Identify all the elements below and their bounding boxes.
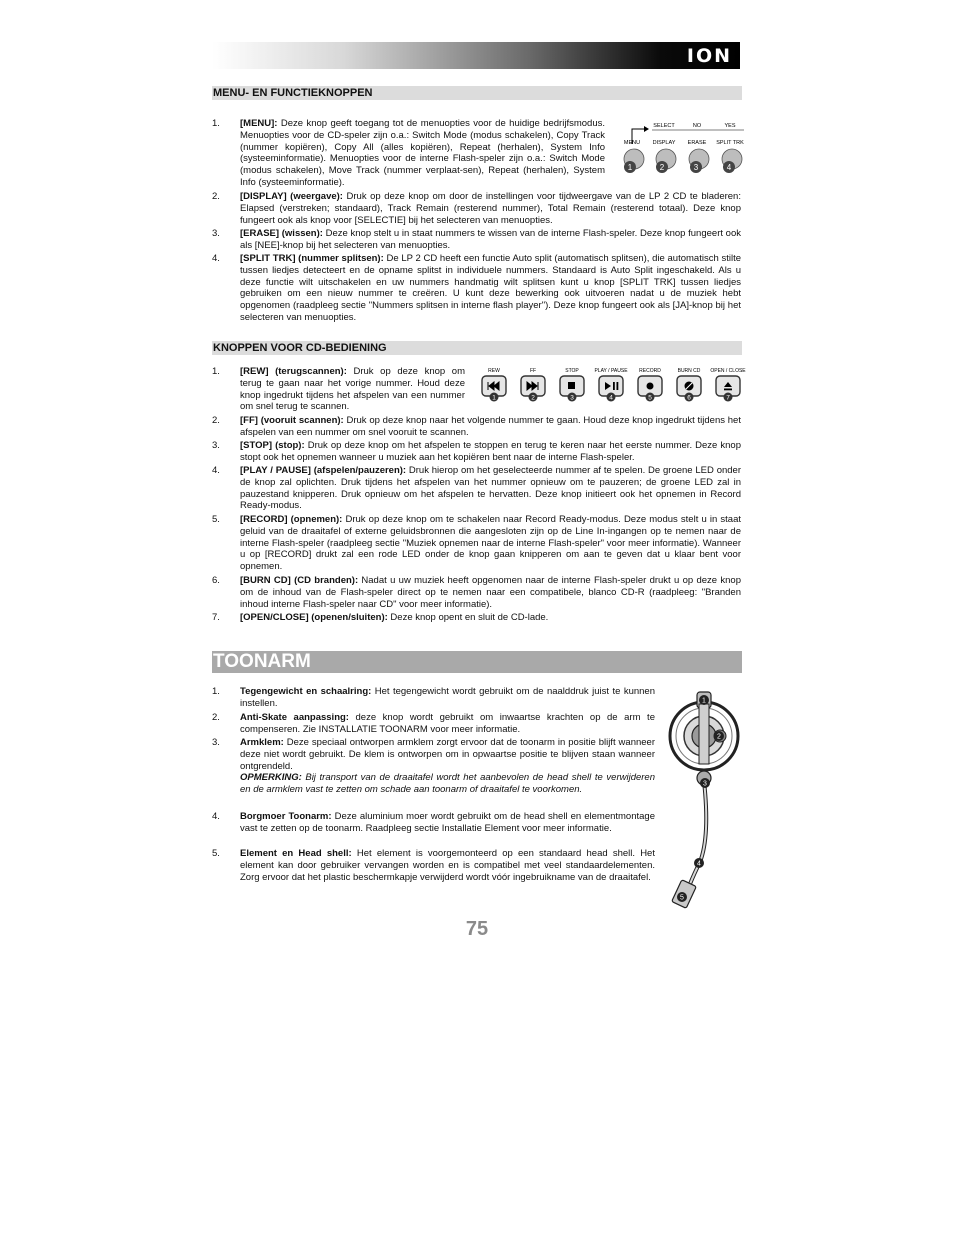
item-text: Druk hierop om het geselecteerde nummer af te spelen. De groene LED onder de knop zal oplichten. Druk tijdens het afspelen van het nummer opnieuw om te pauzeren; de groene LED zal in pauzestand knipperen. Druk opnieuw om het afspelen te hervatten. Deze knop initieert ook het opnemen in Record Ready-modus. [240, 465, 741, 512]
item-label: [PLAY / PAUSE] (afspelen/pauzeren): [240, 465, 407, 476]
menu-item-2 [212, 191, 741, 227]
cd-item-3 [212, 440, 741, 464]
svg-text:2: 2 [717, 733, 721, 741]
svg-text:2: 2 [531, 394, 535, 402]
item-number: 4. [212, 465, 220, 476]
cd-buttons-diagram [474, 366, 746, 406]
item-number: 4. [212, 253, 220, 264]
item-number: 4. [212, 811, 220, 822]
cd-button-open-close [710, 368, 746, 402]
menu-knob-2 [656, 149, 676, 173]
svg-text:RECORD: RECORD [639, 368, 661, 374]
svg-text:3: 3 [570, 394, 574, 402]
item-label: [REW] (terugscannen): [240, 366, 347, 377]
item-number: 6. [212, 575, 220, 586]
cd-button-burn-cd [677, 368, 701, 402]
menu-item-3 [212, 228, 741, 252]
svg-text:5: 5 [648, 394, 652, 402]
cd-button-record [638, 368, 662, 402]
item-number: 1. [212, 366, 220, 377]
tonearm-item-5 [212, 848, 655, 896]
item-label: [OPEN/CLOSE] (openen/sluiten): [240, 612, 388, 623]
svg-text:STOP: STOP [565, 368, 579, 374]
tonearm-callout-1 [699, 695, 709, 705]
header-bar [212, 42, 740, 69]
item-label: [ERASE] (wissen): [240, 228, 323, 239]
cd-item-4 [212, 465, 741, 513]
cd-item-5 [212, 514, 741, 574]
item-number: 3. [212, 228, 220, 239]
label-select: SELECT [653, 123, 675, 129]
svg-text:3: 3 [703, 780, 707, 788]
cd-item-7 [212, 612, 741, 624]
item-label: [RECORD] (opnemen): [240, 514, 343, 525]
item-number: 2. [212, 191, 220, 202]
item-number: 3. [212, 440, 220, 451]
section-title-cd: KNOPPEN VOOR CD-BEDIENING [212, 341, 742, 355]
item-number: 2. [212, 415, 220, 426]
menu-item-4 [212, 253, 741, 325]
item-text: Het element is voorgemonteerd op een standaard head shell. Het element kan door gebruiker vervangen worden en is compatibel met veel standaardelementen. Zorg ervoor dat het plastic beschermkapje verwijderd wordt vóór ingebruikname van de draaitafel. [240, 848, 655, 883]
item-number: 1. [212, 118, 220, 129]
tonearm-item-2 [212, 712, 655, 736]
label-yes: YES [724, 123, 736, 129]
item-label: [FF] (vooruit scannen): [240, 415, 344, 426]
item-label: [STOP] (stop): [240, 440, 305, 451]
page-number: 75 [465, 918, 489, 940]
svg-text:7: 7 [726, 394, 730, 402]
ion-logo: ION [686, 45, 732, 67]
cd-item-2 [212, 415, 741, 439]
tonearm-callout-3 [700, 778, 710, 788]
item-text: Deze aluminium moer wordt gebruikt om de head shell en elementmontage vast te zetten op de toonarm. Raadpleeg sectie Installatie Element voor meer informatie. [240, 811, 655, 834]
svg-text:REW: REW [488, 368, 500, 374]
item-number: 7. [212, 612, 220, 623]
svg-text:4: 4 [726, 163, 732, 172]
menu-knob-4 [722, 149, 742, 173]
tonearm-callout-2 [714, 731, 724, 741]
item-text: Deze knop geeft toegang tot de menuopties voor de huidige bedrijfsmodus. Menuopties voor de CD-speler zijn o.a.: Switch Mode (modus schakelen), Copy Track (nummer kopiëren), Copy All (alles kopiëren), Repeat (herhalen), System Info (systeeminformatie). Menuopties voor de interne Flash-speler zijn o.a.: Switch Mode (modus schakelen), Move Track (nummer verplaat-sen), Repeat (herhalen), System Info (systeeminformatie). [240, 118, 605, 188]
svg-text:BURN CD: BURN CD [677, 368, 701, 374]
button-label-erase: ERASE [687, 140, 707, 146]
item-text: Druk op deze knop om terug te gaan naar het vorige nummer. Houd deze knop ingedrukt tijdens het afspelen van een nummer om snel terug te scannen. [240, 366, 465, 413]
svg-text:1: 1 [627, 163, 633, 172]
svg-text:3: 3 [693, 163, 699, 172]
section-title-menu: MENU- EN FUNCTIEKNOPPEN [212, 86, 742, 100]
cd-button-ff [521, 368, 545, 402]
svg-text:6: 6 [687, 394, 691, 402]
menu-buttons-diagram [618, 117, 748, 179]
svg-text:1: 1 [492, 394, 496, 402]
svg-text:FF: FF [529, 368, 537, 374]
item-text: Deze speciaal ontworpen armklem zorgt ervoor dat de toonarm in positie blijft wanneer deze niet wordt gebruikt. De klem is ontworpen om in opwaartse positie te blijven staan wanneer ontgrendeld. [240, 737, 655, 772]
svg-text:1: 1 [702, 697, 706, 705]
button-label-display: DISPLAY [652, 140, 676, 146]
item-text: Druk op deze knop om door de instellingen voor tijdweergave van de LP 2 CD te bladeren: Elapsed (verstreken; standaard), Track Remain (resterend nummer), Total Remain (resterend totaal). Deze knop fungeert ook als knop voor [SELECTIE] bij het selecteren van menuopties. [240, 191, 741, 226]
svg-text:2: 2 [659, 163, 665, 172]
item-number: 1. [212, 686, 220, 697]
svg-text:4: 4 [697, 860, 701, 868]
cd-button-play-pause [594, 368, 628, 402]
item-text: Druk op deze knop om het afspelen te stoppen en terug te keren naar het eerste nummer. Deze knop stopt ook het opnemen wanneer u muziek aan het kopiëren bent naar de interne Flash-speler. [240, 440, 741, 463]
cd-button-stop [560, 368, 584, 402]
button-label-split-trk: SPLIT TRK [716, 140, 744, 146]
item-label: Armklem: [240, 737, 284, 748]
svg-text:OPEN / CLOSE: OPEN / CLOSE [710, 368, 746, 374]
menu-item-1 [212, 118, 605, 190]
note-label: OPMERKING: [240, 772, 302, 784]
tonearm-item-1 [212, 686, 655, 710]
item-text: Nadat u uw muziek heeft opgenomen naar de interne Flash-speler drukt u op deze knop om de inhoud van de Flash-speler direct op te nemen naar een compatibele, blanco CD-R (raadpleeg: "Branden inhoud interne Flash-speler naar CD" voor meer informatie). [240, 575, 741, 610]
item-label: [SPLIT TRK] (nummer splitsen): [240, 253, 384, 264]
tonearm-callout-5 [677, 892, 687, 902]
item-label: Element en Head shell: [240, 848, 352, 859]
item-text: Deze knop stelt u in staat nummers te wissen van de interne Flash-speler. Deze knop fungeert ook als [NEE]-knop bij het selecteren van menuopties. [240, 228, 742, 251]
item-number: 3. [212, 737, 220, 748]
menu-knob-1 [624, 149, 644, 173]
cd-button-rew [482, 368, 506, 402]
note-text: Bij transport van de draaitafel wordt het aanbevolen de head shell te verwijderen en de armklem vast te zetten om schade aan toonarm of draaitafel te voorkomen. [240, 772, 655, 796]
item-text: deze knop wordt gebruikt om inwaartse krachten op de arm te compenseren. Zie INSTALLATIE TOONARM voor meer informatie. [240, 712, 655, 735]
svg-text:4: 4 [609, 394, 613, 402]
cd-item-1 [212, 366, 465, 414]
label-no: NO [692, 123, 702, 129]
item-number: 5. [212, 848, 220, 859]
tonearm-item-3 [212, 737, 655, 809]
item-text: Druk op deze knop om te schakelen naar Record Ready-modus. Deze modus stelt u in staat geluid van de draaitafel of externe geluidsbronnen die aangesloten zijn op de Line In-ingangen op te nemen naar de interne Flash-speler (raadpleeg sectie "Muziek opnemen naar de interne Flash-speler" voor meer informatie). Wanneer u op [RECORD] drukt zal een rode LED onder de knop gaan knipperen om aan te geven dat u klaar bent voor opnemen. [240, 514, 741, 573]
item-number: 5. [212, 514, 220, 525]
item-label: [BURN CD] (CD branden): [240, 575, 359, 586]
item-text: De LP 2 CD heeft een functie Auto split (automatisch splitsen), die automatisch stilte tussen liedjes detecteert en de opname splitst in individuele nummers. Standaard is Auto Split ingeschakeld. Als u deze functie wilt uitschakelen en uw nummers handmatig wilt splitsen kunt u knop [SPLIT TRK] tussen liedjes gebruiken om een nieuw nummer te creëren. U kunt deze bewerking ook uitvoeren nadat u de muziek hebt opgenomen (raadpleeg sectie "Nummers splitsen in interne flash player"). Deze knop fungeert ook als [JA]-knop bij het selecteren van menuopties. [240, 253, 741, 323]
tonearm-item-4 [212, 811, 655, 847]
cd-item-6 [212, 575, 741, 611]
item-label: Anti-Skate aanpassing: [240, 712, 349, 723]
item-text: Deze knop opent en sluit de CD-lade. [387, 612, 549, 623]
item-text: Het tegengewicht wordt gebruikt om de naalddruk juist te kunnen instellen. [240, 686, 655, 709]
tonearm-callout-4 [694, 858, 704, 868]
button-label-menu: MENU [623, 140, 641, 146]
item-label: [DISPLAY] (weergave): [240, 191, 343, 202]
item-label: [MENU]: [240, 118, 278, 129]
tonearm-illustration [664, 686, 746, 912]
svg-text:5: 5 [680, 894, 684, 902]
item-label: Tegengewicht en schaalring: [240, 686, 372, 697]
item-label: Borgmoer Toonarm: [240, 811, 332, 822]
menu-knob-3 [689, 149, 709, 173]
section-title-toonarm: TOONARM [212, 651, 742, 673]
item-number: 2. [212, 712, 220, 723]
svg-text:PLAY / PAUSE: PLAY / PAUSE [594, 368, 628, 374]
item-text: Druk op deze knop naar het volgende nummer te gaan. Houd deze knop ingedrukt tijdens het afspelen van een nummer om snel vooruit te scannen. [240, 415, 741, 438]
